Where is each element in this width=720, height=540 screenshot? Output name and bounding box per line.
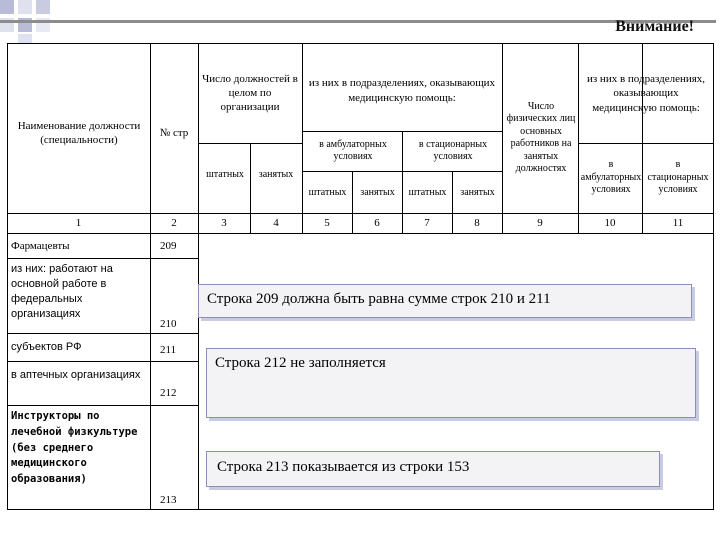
header-medical-units: из них в подразделениях, оказывающих медицинскую помощь:	[308, 77, 496, 104]
column-number-4: 4	[273, 217, 279, 230]
column-number-10: 10	[604, 217, 616, 230]
page-title: Внимание!	[615, 18, 694, 35]
row-212-name: в аптечных организациях	[11, 369, 141, 381]
note-row-213	[206, 451, 660, 487]
note-row-209-text: Строка 209 должна быть равна сумме строк 210 и 211	[207, 291, 551, 307]
header-outpatient: в амбулаторных условиях	[319, 138, 387, 162]
header-staff-a: штатных	[308, 186, 347, 198]
header-occupied: занятых	[258, 168, 294, 180]
column-number-1: 1	[75, 217, 82, 230]
header-phys-units: из них в подразделениях, оказывающих медицинскую помощь:	[586, 73, 706, 114]
header-staff: штатных	[206, 168, 244, 180]
row-211-name: субъектов РФ	[11, 341, 82, 353]
header-staff-b: штатных	[408, 186, 447, 198]
column-number-8: 8	[474, 217, 480, 230]
header-name: Наименование должности (специальности)	[17, 119, 141, 146]
column-number-11: 11	[672, 217, 684, 230]
row-210-number: 210	[160, 318, 177, 330]
row-213-number: 213	[160, 494, 177, 506]
column-number-3: 3	[221, 217, 227, 230]
header-occupied-a: занятых	[360, 186, 395, 198]
header-occupied-b: занятых	[460, 186, 495, 198]
header-phys-outpatient: в амбулаторных условиях	[580, 159, 642, 196]
header-row-no: № стр	[159, 126, 189, 139]
header-inpatient: в стационарных условиях	[418, 138, 488, 162]
column-number-2: 2	[171, 217, 177, 230]
row-209-number: 209	[160, 240, 177, 252]
row-212-number: 212	[160, 387, 177, 399]
column-number-5: 5	[324, 217, 330, 230]
header-total-positions: Число должностей в целом по организации	[202, 72, 298, 114]
note-row-213-text: Строка 213 показывается из строки 153	[217, 459, 470, 475]
row-211-number: 211	[160, 344, 177, 356]
note-row-212	[206, 348, 696, 418]
staffing-table	[7, 43, 714, 510]
row-213-name: Инструкторы по лечебной физкультуре (без среднего медицинского образования)	[11, 410, 138, 485]
column-number-7: 7	[424, 217, 430, 230]
row-209-name: Фармацевты	[11, 240, 70, 252]
header-phys-inpatient: в стационарных условиях	[647, 159, 709, 196]
header-rule	[0, 20, 716, 23]
header-physical-persons: Число физических лиц основных работников на занятых должностях	[506, 100, 576, 174]
column-number-9: 9	[537, 217, 543, 230]
column-number-6: 6	[374, 217, 380, 230]
note-row-212-text: Строка 212 не заполняется	[215, 355, 386, 371]
row-210-name: из них: работают на основной работе в федеральных организациях	[11, 263, 113, 320]
note-row-209	[198, 284, 692, 318]
